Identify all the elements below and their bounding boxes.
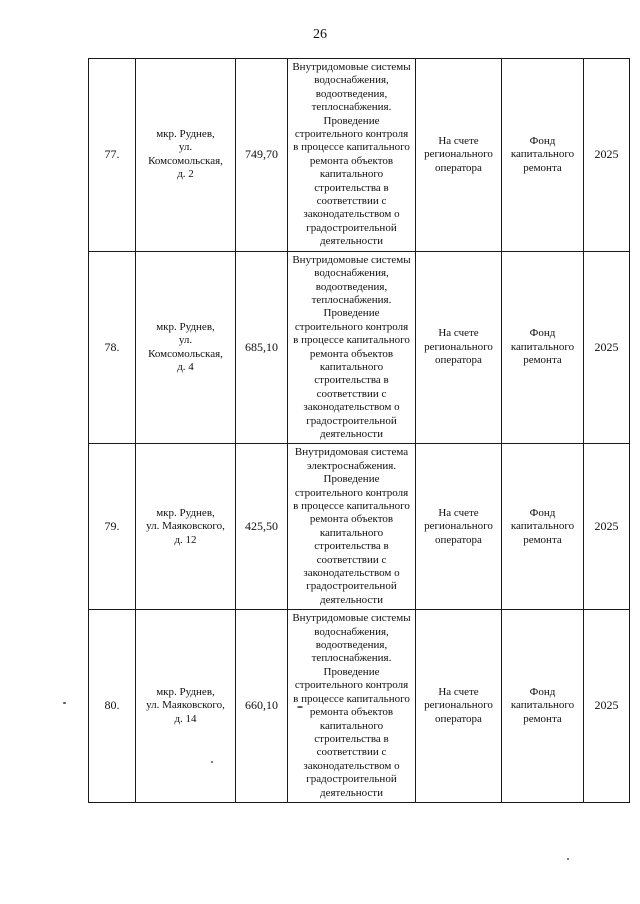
works-line: строительного контроля xyxy=(294,486,409,499)
works-line: водоотведения, xyxy=(315,87,388,100)
works-line: электроснабжения. xyxy=(306,459,397,472)
works-line: теплоснабжения. xyxy=(311,652,392,665)
table-row xyxy=(89,251,630,444)
row-number: 78. xyxy=(89,251,136,444)
works-line: строительного контроля xyxy=(294,128,409,141)
address-line: д. 2 xyxy=(177,168,194,181)
fund-line: ремонта xyxy=(523,354,562,367)
works-line: в процессе капитального xyxy=(293,334,410,347)
works-line: законодательством о xyxy=(303,567,400,580)
works-line: деятельности xyxy=(320,235,383,248)
fund-line: капитального xyxy=(510,520,575,533)
works-line: Внутридомовые системы xyxy=(292,61,411,73)
fund-line: ремонта xyxy=(523,161,562,174)
works-line: ремонта объектов xyxy=(309,347,394,360)
address-line: д. 14 xyxy=(174,712,197,725)
address-cell xyxy=(136,610,236,803)
works-line: градостроительной xyxy=(306,580,397,593)
account-cell xyxy=(416,59,502,252)
account-line: регионального xyxy=(424,520,493,533)
works-line: водоотведения, xyxy=(315,639,388,652)
table-row xyxy=(89,59,630,252)
address-cell xyxy=(136,444,236,610)
fund-line: капитального xyxy=(510,699,575,712)
account-line: На счете xyxy=(438,134,479,147)
works-line: теплоснабжения. xyxy=(311,101,392,114)
address-line: ул. Маяковского, xyxy=(146,699,225,712)
works-line: соответствии с xyxy=(316,195,387,208)
address-line: мкр. Руднев, xyxy=(156,506,215,519)
works-line: законодательством о xyxy=(303,208,400,221)
row-number: 77. xyxy=(89,59,136,252)
account-line: На счете xyxy=(438,506,479,519)
works-line: капитального xyxy=(319,168,384,181)
account-line: регионального xyxy=(424,340,493,353)
works-line: градостроительной xyxy=(306,773,397,786)
fund-cell xyxy=(502,251,584,444)
works-line: строительства в xyxy=(314,540,389,553)
works-line: в процессе капитального xyxy=(293,692,410,705)
account-cell xyxy=(416,251,502,444)
account-line: На счете xyxy=(438,327,479,340)
works-line: капитального xyxy=(319,360,384,373)
fund-line: капитального xyxy=(510,340,575,353)
table-row xyxy=(89,444,630,610)
fund-cell xyxy=(502,610,584,803)
works-line: в процессе капитального xyxy=(293,141,410,154)
works-cell xyxy=(288,444,416,610)
address-cell xyxy=(136,251,236,444)
page-number: 26 xyxy=(313,27,327,42)
scan-speck xyxy=(297,706,303,708)
works-line: водоснабжения, xyxy=(314,625,389,638)
address-line: мкр. Руднев, xyxy=(156,320,215,333)
works-line: строительного контроля xyxy=(294,679,409,692)
works-line: ремонта объектов xyxy=(309,513,394,526)
table-row xyxy=(89,610,630,803)
account-cell xyxy=(416,444,502,610)
area-cell: 685,10 xyxy=(236,251,288,444)
account-line: На счете xyxy=(438,685,479,698)
works-line: водоснабжения, xyxy=(314,74,389,87)
area-cell: 749,70 xyxy=(236,59,288,252)
year-cell: 2025 xyxy=(584,59,630,252)
works-line: законодательством о xyxy=(303,401,400,414)
account-line: оператора xyxy=(435,354,482,367)
works-cell xyxy=(288,59,416,252)
account-line: оператора xyxy=(435,712,482,725)
works-line: соответствии с xyxy=(316,746,387,759)
account-line: оператора xyxy=(435,533,482,546)
works-line: Проведение xyxy=(323,307,380,320)
year-cell: 2025 xyxy=(584,251,630,444)
works-line: Проведение xyxy=(323,665,380,678)
fund-line: Фонд xyxy=(529,327,556,340)
works-line: строительства в xyxy=(314,181,389,194)
fund-line: ремонта xyxy=(523,712,562,725)
works-line: градостроительной xyxy=(306,414,397,427)
works-line: соответствии с xyxy=(316,387,387,400)
works-line: Внутридомовые системы xyxy=(292,253,411,266)
works-line: Внутридомовые системы xyxy=(292,612,411,625)
works-line: в процессе капитального xyxy=(293,500,410,512)
works-line: теплоснабжения. xyxy=(311,293,392,306)
account-cell xyxy=(416,610,502,803)
address-cell xyxy=(136,59,236,252)
scan-speck xyxy=(63,702,66,704)
fund-cell xyxy=(502,444,584,610)
fund-line: ремонта xyxy=(523,533,562,546)
works-line: водоотведения, xyxy=(315,280,388,293)
works-line: деятельности xyxy=(320,786,383,799)
works-line: ремонта объектов xyxy=(309,154,394,167)
works-cell xyxy=(288,251,416,444)
works-line: капитального xyxy=(319,719,384,732)
works-line: законодательством о xyxy=(303,759,400,772)
repair-schedule-table xyxy=(88,58,630,803)
fund-line: Фонд xyxy=(529,506,556,519)
address-line: д. 12 xyxy=(174,533,197,546)
address-line: Комсомольская, xyxy=(148,347,223,360)
works-line: капитального xyxy=(319,526,384,539)
works-line: Проведение xyxy=(323,473,380,486)
year-cell: 2025 xyxy=(584,444,630,610)
works-line: соответствии с xyxy=(316,553,387,566)
fund-cell xyxy=(502,59,584,252)
works-line: строительства в xyxy=(314,374,389,387)
fund-line: Фонд xyxy=(529,134,556,147)
row-number: 80. xyxy=(89,610,136,803)
address-line: ул. xyxy=(178,334,193,347)
address-line: мкр. Руднев, xyxy=(156,128,215,141)
scan-speck xyxy=(211,761,213,763)
address-line: ул. xyxy=(178,141,193,154)
scan-speck xyxy=(567,858,569,860)
year-cell: 2025 xyxy=(584,610,630,803)
works-line: деятельности xyxy=(320,593,383,606)
works-line: строительного контроля xyxy=(294,320,409,333)
works-line: деятельности xyxy=(320,427,383,440)
address-line: д. 4 xyxy=(177,360,194,373)
works-line: водоснабжения, xyxy=(314,267,389,280)
area-cell: 425,50 xyxy=(236,444,288,610)
account-line: регионального xyxy=(424,699,493,712)
account-line: регионального xyxy=(424,148,493,161)
works-line: строительства в xyxy=(314,732,389,745)
fund-line: капитального xyxy=(510,148,575,161)
works-line: ремонта объектов xyxy=(309,706,394,719)
works-line: Внутридомовая система xyxy=(294,446,409,459)
works-line: градостроительной xyxy=(306,221,397,234)
row-number: 79. xyxy=(89,444,136,610)
address-line: ул. Маяковского, xyxy=(146,520,225,533)
address-line: мкр. Руднев, xyxy=(156,685,215,698)
works-cell xyxy=(288,610,416,803)
account-line: оператора xyxy=(435,161,482,174)
address-line: Комсомольская, xyxy=(148,154,223,167)
area-cell: 660,10 xyxy=(236,610,288,803)
works-line: Проведение xyxy=(323,114,380,127)
fund-line: Фонд xyxy=(529,685,556,698)
